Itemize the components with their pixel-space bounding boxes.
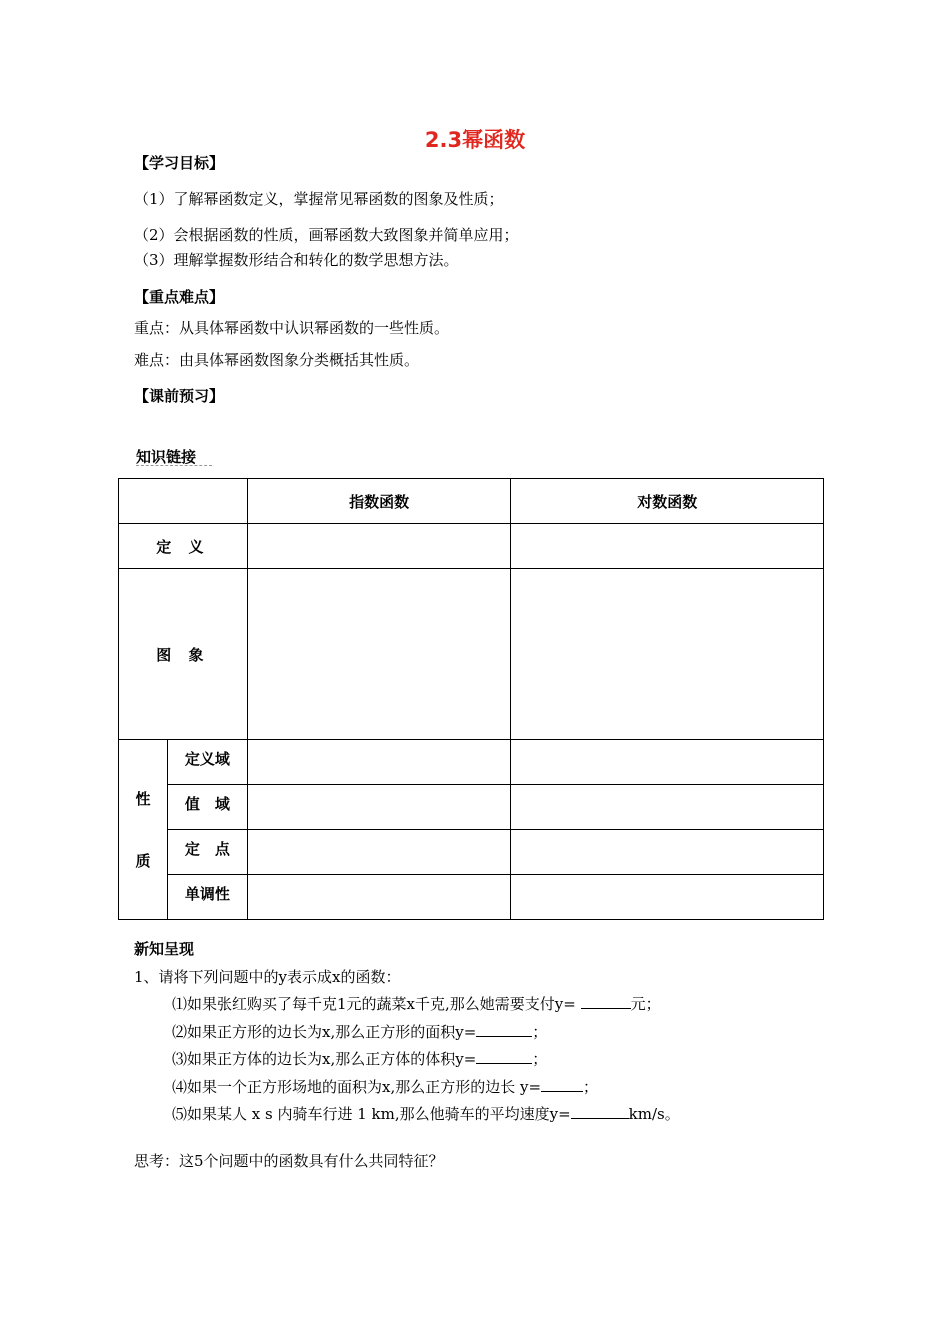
keypoints-heading: 【重点难点】 (134, 288, 225, 306)
cell-log-monotonicity[interactable] (511, 875, 824, 920)
question-5-text: ⑸如果某人 x s 内骑车行进 1 km,那么他骑车的平均速度y= (172, 1105, 571, 1123)
row-label-monotonicity: 单调性 (167, 875, 247, 920)
question-3-end: ； (532, 1050, 548, 1068)
question-4 (172, 1076, 598, 1097)
goal-item-2: （2）会根据函数的性质，画幂函数大致图象并简单应用； (134, 226, 519, 244)
question-4-end: ； (583, 1078, 599, 1096)
question-2 (172, 1021, 547, 1042)
question-3-text: ⑶如果正方体的边长为x,那么正方体的体积y= (172, 1050, 477, 1068)
think-question: 思考：这5个问题中的函数具有什么共同特征？ (134, 1152, 444, 1170)
preview-heading: 【课前预习】 (134, 387, 225, 405)
question-1-unit: 元； (630, 995, 661, 1013)
table-header-row (119, 479, 824, 524)
cell-log-range[interactable] (511, 785, 824, 830)
cell-log-graph[interactable] (511, 569, 824, 740)
question-2-text: ⑵如果正方形的边长为x,那么正方形的面积y= (172, 1023, 477, 1041)
cell-exp-fixed-point[interactable] (247, 830, 511, 875)
question-3 (172, 1048, 547, 1069)
answer-blank-3[interactable] (476, 1049, 532, 1064)
question-intro: 1、请将下列问题中的y表示成x的函数： (134, 968, 401, 986)
properties-char-1: 性 (135, 789, 151, 808)
table-row (119, 569, 824, 740)
cell-exp-definition[interactable] (247, 524, 511, 569)
comparison-table (118, 478, 824, 920)
row-label-definition: 定 义 (119, 524, 248, 569)
row-label-fixed-point: 定 点 (167, 830, 247, 875)
question-4-text: ⑷如果一个正方形场地的面积为x,那么正方形的边长 y= (172, 1078, 542, 1096)
cell-exp-domain[interactable] (247, 740, 511, 785)
answer-blank-2[interactable] (476, 1022, 532, 1037)
question-5 (172, 1103, 680, 1124)
header-logarithmic: 对数函数 (511, 479, 824, 524)
cell-exp-monotonicity[interactable] (247, 875, 511, 920)
table-row (119, 524, 824, 569)
cell-exp-graph[interactable] (247, 569, 511, 740)
table-row (119, 785, 824, 830)
question-5-unit: km/s。 (628, 1105, 680, 1123)
page-title: 2.3幂函数 (424, 128, 526, 152)
goal-item-1: （1）了解幂函数定义，掌握常见幂函数的图象及性质； (134, 190, 504, 208)
goal-item-3: （3）理解掌握数形结合和转化的数学思想方法。 (134, 251, 459, 269)
cell-log-domain[interactable] (511, 740, 824, 785)
cell-exp-range[interactable] (247, 785, 511, 830)
goals-heading: 【学习目标】 (134, 154, 225, 172)
row-label-graph: 图 象 (119, 569, 248, 740)
answer-blank-4[interactable] (541, 1077, 583, 1092)
focus-line: 重点：从具体幂函数中认识幂函数的一些性质。 (134, 319, 450, 337)
question-2-end: ； (532, 1023, 548, 1041)
question-1-text: ⑴如果张红购买了每千克1元的蔬菜x千克,那么她需要支付y= (172, 995, 576, 1013)
table-row (119, 875, 824, 920)
question-1 (172, 993, 661, 1014)
knowledge-link-underline (136, 465, 212, 466)
answer-blank-5[interactable] (571, 1104, 629, 1119)
table-row (119, 830, 824, 875)
row-label-range: 值 域 (167, 785, 247, 830)
cell-log-definition[interactable] (511, 524, 824, 569)
difficulty-line: 难点：由具体幂函数图象分类概括其性质。 (134, 351, 420, 369)
properties-char-2: 质 (135, 851, 151, 870)
header-exponential: 指数函数 (247, 479, 511, 524)
new-knowledge-heading: 新知呈现 (134, 940, 195, 958)
row-label-domain: 定义域 (167, 740, 247, 785)
row-label-properties (119, 740, 168, 920)
knowledge-link-heading: 知识链接 (136, 448, 197, 466)
answer-blank-1[interactable] (581, 994, 631, 1009)
table-corner-cell (119, 479, 248, 524)
table-row (119, 740, 824, 785)
cell-log-fixed-point[interactable] (511, 830, 824, 875)
